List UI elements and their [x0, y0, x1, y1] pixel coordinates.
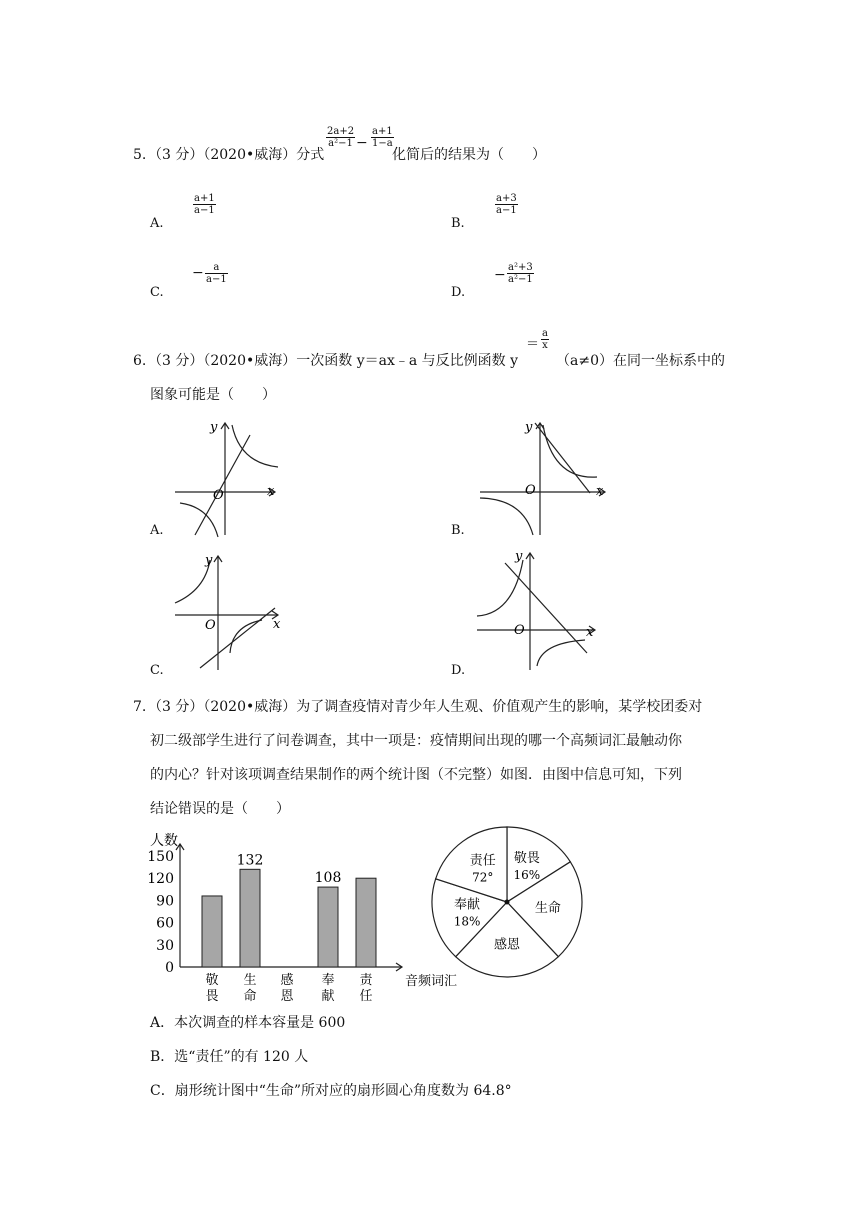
bar-data-label: 132: [236, 852, 264, 869]
q6-frac: [541, 328, 549, 351]
q6-graph-d: [475, 548, 605, 673]
bar-chart-ylabel: 人数: [150, 833, 178, 849]
bar-3: [318, 887, 338, 967]
bar-chart-ytick: 60: [156, 915, 174, 932]
q5-option-b-den: a−1: [496, 205, 517, 216]
q6-graph-a-y: y: [210, 420, 218, 435]
q6-option-c: C.: [150, 663, 164, 678]
q7-option-c: C．扇形统计图中“生命”所对应的扇形圆心角度数为 64.8°: [150, 1083, 512, 1099]
bar-category-label: 生命: [243, 973, 257, 1004]
bar-category-label: 感恩: [280, 973, 294, 1004]
q6-graph-b: [475, 415, 615, 540]
bar-chart-ytick: 30: [156, 937, 174, 954]
q6-graph-c: [170, 548, 290, 673]
q7-number: 7.: [133, 699, 147, 715]
pie-slice-label: 责任: [469, 853, 496, 869]
q5-expr1-num: 2a+2: [327, 126, 355, 137]
pie-slice-label: 感恩: [493, 937, 521, 953]
q5-option-c-num: a: [213, 262, 220, 273]
q5-option-c-label: C.: [150, 285, 164, 300]
pie-slice-value: 72°: [472, 870, 494, 885]
q7-line-1: （3 分）（2020•威海）为了调查疫情对青少年人生观、价值观产生的影响，某学校团委对: [148, 699, 703, 715]
q5-expr2: [371, 126, 394, 149]
bar-category-label: 奉献: [321, 973, 335, 1004]
q6-graph-c-y: y: [205, 553, 213, 568]
q6-option-b: B.: [451, 523, 465, 538]
q7-line-4: 结论错误的是（ ）: [150, 801, 290, 817]
q6-line1: （3 分）（2020•威海）一次函数 y＝ax﹣a 与反比例函数 y: [148, 353, 519, 369]
bar-data-label: 108: [314, 870, 342, 887]
q5-option-c-den: a−1: [206, 274, 227, 285]
q6-graph-d-o: O: [514, 623, 525, 638]
bar-1: [240, 869, 260, 967]
q6-graph-c-x: x: [273, 617, 281, 632]
q5-option-d-label: D.: [451, 285, 466, 300]
q6-option-d: D.: [451, 663, 466, 678]
q7-line-2: 初二级部学生进行了问卷调查，其中一项是：疫情期间出现的哪一个高频词汇最触动你: [150, 733, 682, 749]
pie-slice-label: 生命: [534, 901, 561, 917]
q5-option-b-num: a+3: [496, 193, 517, 204]
q5-option-d-den: a²−1: [508, 274, 533, 285]
q5-meta: （3 分）（2020•威海）分式: [148, 147, 325, 163]
q5-expr2-num: a+1: [372, 126, 393, 137]
q6-eq: ＝: [526, 337, 540, 352]
bar-chart-ytick: 120: [147, 871, 174, 888]
q5-expr1: [326, 126, 355, 149]
q5-option-d-sign: −: [494, 267, 506, 283]
pie-slice-label: 敬畏: [513, 850, 540, 866]
q5-minus: −: [356, 135, 368, 151]
bar-chart-xlabel: 音频词汇: [405, 974, 458, 989]
pie-slice-value: 16%: [513, 867, 541, 882]
bar-chart: [140, 830, 458, 1005]
q5-option-a-num: a+1: [194, 193, 215, 204]
q6-frac-num: a: [542, 328, 548, 339]
bar-chart-ytick: 150: [147, 849, 174, 865]
q7-option-a: A．本次调查的样本容量是 600: [150, 1015, 346, 1031]
bar-chart-ytick: 90: [156, 893, 174, 910]
q5-option-a-den: a−1: [194, 205, 215, 216]
q6-graph-a-x: x: [267, 484, 275, 499]
q5-number: 5.: [133, 147, 147, 163]
q6-graph-d-x: x: [586, 625, 594, 640]
q6-graph-d-y: y: [515, 549, 523, 564]
q6-frac-den: x: [542, 340, 548, 351]
q6-line1-tail: （a≠0）在同一坐标系中的: [556, 353, 725, 369]
q6-graph-b-x: x: [596, 484, 604, 499]
q6-line2: 图象可能是（ ）: [150, 387, 276, 403]
q5-option-d-frac: [507, 262, 534, 285]
bar-chart-ytick: 0: [165, 960, 174, 976]
q5-option-b-frac: [495, 193, 518, 216]
q5-expr2-den: 1−a: [372, 138, 393, 149]
q5-option-c-sign: −: [192, 265, 204, 281]
bar-4: [356, 878, 376, 967]
q6-option-a: A.: [150, 523, 164, 538]
q6-graph-b-y: y: [525, 420, 533, 435]
q5-option-a-frac: [193, 193, 216, 216]
bar-0: [202, 896, 222, 967]
q5-option-d-num: a²+3: [508, 262, 533, 273]
q5-option-c-frac: [205, 262, 228, 285]
q6-graph-a-o: O: [213, 488, 224, 503]
bar-category-label: 责任: [359, 973, 373, 1004]
q5-expr1-den: a²−1: [326, 137, 355, 149]
q6-number: 6.: [133, 353, 147, 369]
q5-option-b-label: B.: [451, 216, 465, 231]
pie-slice-label: 奉献: [454, 897, 481, 913]
q6-graph-a: [170, 415, 290, 540]
q5-tail: 化简后的结果为（ ）: [392, 147, 546, 163]
q6-graph-c-o: O: [205, 618, 216, 633]
bar-category-label: 敬畏: [205, 973, 219, 1004]
q6-graph-b-o: O: [525, 483, 536, 498]
pie-center-dot: [505, 900, 510, 905]
pie-chart: [425, 820, 590, 985]
q7-option-b: B．选“责任”的有 120 人: [150, 1049, 309, 1065]
pie-slice-value: 18%: [453, 914, 481, 929]
q7-line-3: 的内心？针对该项调查结果制作的两个统计图（不完整）如图．由图中信息可知，下列: [150, 767, 682, 783]
q5-option-a-label: A.: [150, 216, 164, 231]
